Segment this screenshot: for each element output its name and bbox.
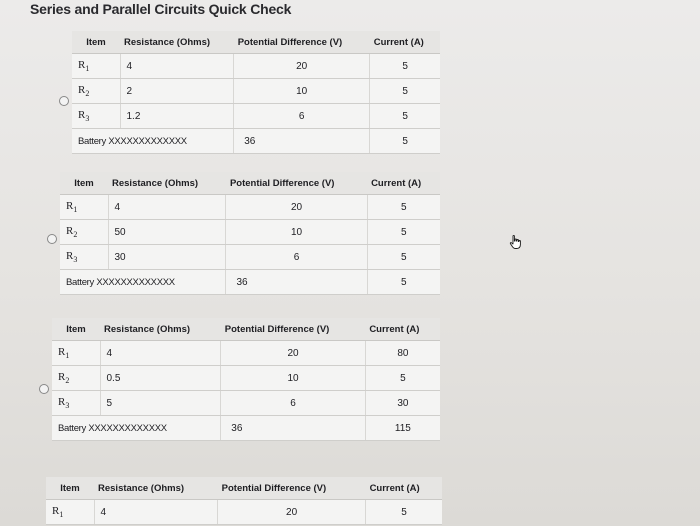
battery-resistance: XXXXXXXXXXXXX (88, 422, 167, 434)
table-row (46, 500, 442, 525)
table-row (72, 104, 440, 129)
hand-cursor-icon (508, 234, 524, 250)
current-cell: 5 (367, 270, 440, 295)
circuit-table-4 (46, 477, 442, 525)
table-row (52, 341, 440, 366)
battery-resistance: XXXXXXXXXXXXX (96, 276, 175, 288)
resistance-cell: 50 (108, 220, 226, 245)
resistance-cell: 1.2 (120, 104, 234, 129)
resistance-cell: 30 (108, 245, 226, 270)
potential-difference-cell: 6 (221, 391, 366, 416)
resistance-cell: 4 (100, 341, 221, 366)
item-cell: $R_1$ (52, 341, 100, 366)
current-cell: 115 (365, 416, 440, 441)
item-cell: $R_1$ (60, 195, 108, 220)
header-resistance: Resistance (Ohms) (120, 31, 234, 54)
current-cell: 80 (365, 341, 440, 366)
potential-difference-cell: 6 (234, 104, 370, 129)
battery-label: Battery (78, 135, 106, 147)
item-cell: $R_1$ (46, 500, 94, 525)
option-1-radio-button[interactable] (59, 96, 69, 106)
header-potential-difference: Potential Difference (V) (234, 31, 370, 54)
table-row (72, 54, 440, 79)
potential-difference-cell: 10 (221, 366, 366, 391)
resistance-cell: 4 (108, 195, 226, 220)
potential-difference-cell: 10 (234, 79, 370, 104)
table-row (60, 195, 440, 220)
resistance-cell: 4 (94, 500, 218, 525)
option-2-radio-button[interactable] (47, 234, 57, 244)
header-current: Current (A) (367, 172, 440, 195)
header-potential-difference: Potential Difference (V) (218, 477, 366, 500)
item-cell: $R_2$ (60, 220, 108, 245)
current-cell: 5 (365, 366, 440, 391)
item-cell: $R_3$ (72, 104, 120, 129)
resistance-cell: 5 (100, 391, 221, 416)
table-row (72, 79, 440, 104)
current-cell: 5 (370, 54, 440, 79)
item-cell: $R_3$ (60, 245, 108, 270)
header-resistance: Resistance (Ohms) (100, 318, 221, 341)
potential-difference-cell: 20 (234, 54, 370, 79)
potential-difference-cell: 36 (234, 129, 370, 154)
header-item: Item (52, 318, 100, 341)
table-row (52, 366, 440, 391)
header-resistance: Resistance (Ohms) (108, 172, 226, 195)
header-potential-difference: Potential Difference (V) (226, 172, 367, 195)
table-row (60, 245, 440, 270)
battery-cell (72, 129, 234, 154)
table-row (60, 270, 440, 295)
item-cell: $R_1$ (72, 54, 120, 79)
circuit-table-1 (72, 31, 440, 154)
option-3-radio-button[interactable] (39, 384, 49, 394)
current-cell: 5 (367, 245, 440, 270)
item-cell: $R_2$ (72, 79, 120, 104)
table-row (60, 220, 440, 245)
battery-cell (60, 270, 226, 295)
header-current: Current (A) (366, 477, 442, 500)
table-row (52, 391, 440, 416)
item-cell: $R_2$ (52, 366, 100, 391)
potential-difference-cell: 20 (218, 500, 366, 525)
page-title: Series and Parallel Circuits Quick Check (30, 1, 292, 17)
potential-difference-cell: 36 (226, 270, 367, 295)
header-current: Current (A) (370, 31, 440, 54)
battery-label: Battery (66, 276, 94, 288)
header-resistance: Resistance (Ohms) (94, 477, 218, 500)
potential-difference-cell: 6 (226, 245, 367, 270)
current-cell: 5 (370, 79, 440, 104)
current-cell: 5 (366, 500, 442, 525)
item-cell: $R_3$ (52, 391, 100, 416)
potential-difference-cell: 36 (221, 416, 366, 441)
battery-resistance: XXXXXXXXXXXXX (108, 135, 187, 147)
header-potential-difference: Potential Difference (V) (221, 318, 366, 341)
resistance-cell: 2 (120, 79, 234, 104)
current-cell: 30 (365, 391, 440, 416)
header-item: Item (46, 477, 94, 500)
table-row (52, 416, 440, 441)
circuit-table-3 (52, 318, 440, 441)
header-item: Item (72, 31, 120, 54)
resistance-cell: 4 (120, 54, 234, 79)
header-current: Current (A) (365, 318, 440, 341)
resistance-cell: 0.5 (100, 366, 221, 391)
current-cell: 5 (367, 220, 440, 245)
header-item: Item (60, 172, 108, 195)
battery-cell (52, 416, 221, 441)
potential-difference-cell: 10 (226, 220, 367, 245)
current-cell: 5 (367, 195, 440, 220)
battery-label: Battery (58, 422, 86, 434)
potential-difference-cell: 20 (221, 341, 366, 366)
circuit-table-2 (60, 172, 440, 295)
table-row (72, 129, 440, 154)
current-cell: 5 (370, 129, 440, 154)
current-cell: 5 (370, 104, 440, 129)
potential-difference-cell: 20 (226, 195, 367, 220)
